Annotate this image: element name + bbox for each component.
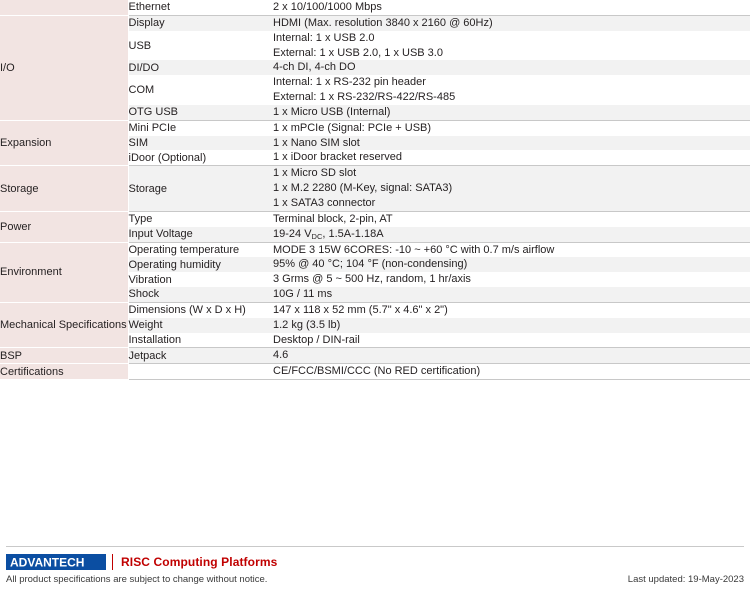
- spec-label-cell: SIM: [128, 136, 273, 151]
- footer-brand-bar: [6, 553, 744, 571]
- spec-value-cell: [273, 136, 750, 151]
- spec-value-cell: [273, 227, 750, 242]
- footer-title: RISC Computing Platforms: [121, 555, 278, 569]
- spec-label-cell: [128, 364, 273, 380]
- spec-value-line: 1 x M.2 2280 (M-Key, signal: SATA3): [273, 182, 453, 195]
- spec-value-line: External: 1 x RS-232/RS-422/RS-485: [273, 91, 456, 104]
- spec-value-line: MODE 3 15W 6CORES: -10 ~ +60 °C with 0.7 m/s airflow: [273, 243, 555, 256]
- spec-value-cell: [273, 287, 750, 302]
- spec-value-line: 19-24 $V_{DC}$, 1.5A-1.18A: [273, 227, 384, 241]
- svg-text:ADVANTECH: ADVANTECH: [10, 555, 85, 570]
- spec-value-cell: [273, 302, 750, 317]
- spec-value-cell: [273, 272, 750, 287]
- spec-label-cell: Storage: [128, 166, 273, 212]
- spec-value-cell: [273, 31, 750, 61]
- spec-value-cell: [273, 257, 750, 272]
- table-row: [0, 120, 750, 135]
- spec-value-cell: [273, 166, 750, 212]
- category-cell: Power: [0, 211, 128, 242]
- spec-label-cell: DI/DO: [128, 60, 273, 75]
- spec-value-cell: [273, 364, 750, 380]
- spec-label-cell: Installation: [128, 333, 273, 348]
- footer-updated: Last updated: 19-May-2023: [627, 574, 744, 585]
- advantech-logo: [6, 554, 112, 570]
- spec-value-line: Terminal block, 2-pin, AT: [273, 212, 393, 225]
- spec-value-cell: [273, 0, 750, 15]
- spec-label-cell: Operating temperature: [128, 242, 273, 257]
- spec-value-line: Internal: 1 x RS-232 pin header: [273, 76, 426, 89]
- spec-value-cell: [273, 318, 750, 333]
- spec-value-cell: [273, 150, 750, 165]
- spec-value-cell: [273, 105, 750, 120]
- spec-value-cell: [273, 60, 750, 75]
- category-cell: BSP: [0, 348, 128, 364]
- spec-label-cell: Weight: [128, 318, 273, 333]
- footer-disclaimer: All product specifications are subject to change without notice.: [6, 574, 268, 585]
- spec-value-line: Desktop / DIN-rail: [273, 333, 360, 346]
- spec-value-line: 147 x 118 x 52 mm (5.7" x 4.6" x 2"): [273, 303, 448, 316]
- spec-label-cell: USB: [128, 31, 273, 61]
- table-row: [0, 348, 750, 364]
- page-footer: [0, 546, 750, 591]
- table-row: [0, 302, 750, 317]
- spec-value-cell: [273, 333, 750, 348]
- category-cell: I/O: [0, 15, 128, 120]
- footer-divider: [6, 546, 744, 547]
- spec-value-line: External: 1 x USB 2.0, 1 x USB 3.0: [273, 46, 443, 59]
- spec-value-cell: [273, 242, 750, 257]
- spec-value-line: 1 x Micro USB (Internal): [273, 105, 391, 118]
- spec-value-cell: [273, 15, 750, 30]
- spec-value-cell: [273, 120, 750, 135]
- spec-value-line: CE/FCC/BSMI/CCC (No RED certification): [273, 365, 481, 378]
- table-row: [0, 211, 750, 226]
- category-cell: Mechanical Specifications: [0, 302, 128, 348]
- spec-value-line: Internal: 1 x USB 2.0: [273, 31, 375, 44]
- footer-meta: [6, 574, 744, 585]
- spec-value-line: 1 x Micro SD slot: [273, 167, 357, 180]
- category-cell: Expansion: [0, 120, 128, 166]
- spec-value-line: 1 x SATA3 connector: [273, 196, 376, 209]
- category-cell: [0, 0, 128, 15]
- spec-label-cell: OTG USB: [128, 105, 273, 120]
- spec-label-cell: Ethernet: [128, 0, 273, 15]
- spec-label-cell: Vibration: [128, 272, 273, 287]
- spec-label-cell: Operating humidity: [128, 257, 273, 272]
- spec-value-line: 2 x 10/100/1000 Mbps: [273, 1, 382, 13]
- spec-label-cell: Mini PCIe: [128, 120, 273, 135]
- spec-value-line: 1 x mPCIe (Signal: PCIe + USB): [273, 121, 432, 134]
- spec-value-cell: [273, 211, 750, 226]
- spec-value-cell: [273, 348, 750, 364]
- spec-value-line: 4.6: [273, 349, 289, 362]
- spec-value-line: 10G / 11 ms: [273, 288, 333, 301]
- spec-label-cell: Input Voltage: [128, 227, 273, 242]
- spec-value-line: HDMI (Max. resolution 3840 x 2160 @ 60Hz): [273, 16, 493, 29]
- spec-value-cell: [273, 75, 750, 105]
- table-row: [0, 0, 750, 15]
- spec-value-line: 95% @ 40 °C; 104 °F (non-condensing): [273, 258, 468, 271]
- spec-label-cell: Dimensions (W x D x H): [128, 302, 273, 317]
- spec-value-line: 1 x iDoor bracket reserved: [273, 151, 402, 164]
- category-cell: Environment: [0, 242, 128, 302]
- table-row: [0, 364, 750, 380]
- spec-label-cell: Jetpack: [128, 348, 273, 364]
- spec-value-line: 1.2 kg (3.5 lb): [273, 318, 341, 331]
- footer-separator: [112, 554, 113, 570]
- spec-label-cell: Display: [128, 15, 273, 30]
- category-cell: Certifications: [0, 364, 128, 380]
- spec-value-line: 1 x Nano SIM slot: [273, 136, 360, 149]
- spec-value-line: 4-ch DI, 4-ch DO: [273, 61, 356, 74]
- category-cell: Storage: [0, 166, 128, 212]
- spec-value-line: 3 Grms @ 5 ~ 500 Hz, random, 1 hr/axis: [273, 273, 471, 286]
- spec-label-cell: COM: [128, 75, 273, 105]
- table-row: [0, 242, 750, 257]
- spec-label-cell: Type: [128, 211, 273, 226]
- spec-label-cell: Shock: [128, 287, 273, 302]
- table-row: [0, 15, 750, 30]
- spec-label-cell: iDoor (Optional): [128, 150, 273, 165]
- table-row: [0, 166, 750, 212]
